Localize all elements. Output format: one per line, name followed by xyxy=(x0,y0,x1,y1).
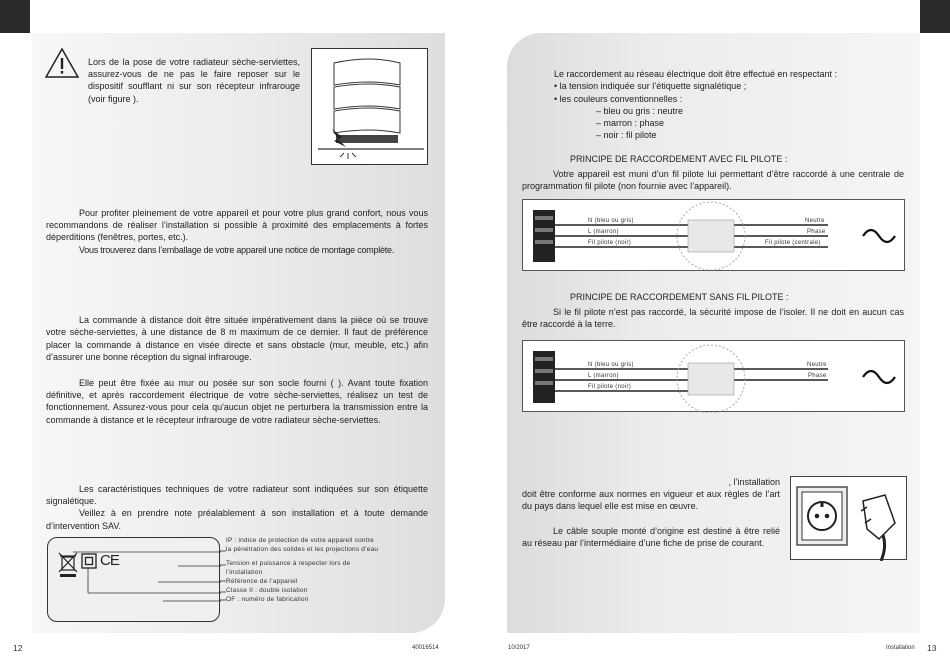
wire-label-phase-2: Phase xyxy=(808,373,827,379)
install-block xyxy=(522,476,780,549)
sub-bullet-phase: – marron : phase xyxy=(596,118,665,129)
install-text: doit être conforme aux normes en vigueur et aux règles de l’art du pays dans lequel elle est mise en œuvre. xyxy=(522,489,780,512)
page-number-left: 12 xyxy=(13,643,23,653)
wire-label-pilot-centrale: Fil pilote (centrale) xyxy=(765,240,821,246)
legend-class: Classe II : double isolation xyxy=(226,587,308,594)
legend-reference: Référence de l’appareil xyxy=(226,578,298,585)
legend-ip-cont: la pénétration des solides et les projections d’eau xyxy=(226,546,379,553)
wire-label-n: N (bleu ou gris) xyxy=(588,218,634,224)
wire-label-n-2: N (bleu ou gris) xyxy=(588,362,634,368)
wire-label-phase: Phase xyxy=(807,229,826,235)
bullet-voltage: • la tension indiquée sur l’étiquette signalétique ; xyxy=(554,81,747,92)
legend-voltage-cont: l’installation xyxy=(226,569,263,576)
radiator-illustration xyxy=(312,49,429,166)
remote-paragraph: La commande à distance doit être située impérativement dans la pièce où se trouve votre sèche-serviettes, à une distance de 8 m maximum de ce dernier. Il faut de préférence placer la commande à distance en visée directe et sans obstacle (mur, meuble, etc.) afin d’assurer une bonne réception du signal infrarouge. xyxy=(46,315,428,363)
radiator-figure xyxy=(311,48,428,165)
wiring-diagram-2-drawing xyxy=(523,341,906,413)
ce-mark: CE xyxy=(100,552,119,569)
label-legend xyxy=(226,536,426,604)
heading-without-pilot: PRINCIPE DE RACCORDEMENT SANS FIL PILOTE : xyxy=(570,292,789,302)
wire-label-l-2: L (marron) xyxy=(588,373,619,379)
intro-block xyxy=(554,68,894,142)
corner-tab-right xyxy=(920,0,950,33)
placement-paragraph: Pour profiter pleinement de votre appareil et pour votre plus grand confort, nous vous recommandons de réaliser l’installation si possible à proximité des emplacements à fortes déperditions (fenêtres, portes, etc.). xyxy=(46,208,428,243)
legend-ip: IP : indice de protection de votre appareil contre xyxy=(226,537,374,544)
placement-note: Vous trouverez dans l’emballage de votre appareil une notice de montage complète. xyxy=(79,244,394,255)
wire-label-neutre-2: Neutre xyxy=(807,362,827,368)
heading-with-pilot: PRINCIPE DE RACCORDEMENT AVEC FIL PILOTE : xyxy=(570,154,788,164)
wiring-diagram-1-drawing xyxy=(523,200,906,272)
wiring-diagram-without-pilot xyxy=(522,340,905,412)
page-number-right: 13 xyxy=(927,643,937,653)
intro-text: Le raccordement au réseau électrique doit être effectué en respectant : xyxy=(554,69,838,79)
wiring-diagram-with-pilot xyxy=(522,199,905,271)
sub-bullet-pilot: – noir : fil pilote xyxy=(596,130,657,141)
rating-label xyxy=(47,537,220,622)
wire-label-pilot-2: Fil pilote (noir) xyxy=(588,384,632,390)
cable-text: Le câble souple monté d’origine est destiné à être relié au réseau par l’intermédiaire d’une fiche de prise de courant. xyxy=(522,525,780,548)
specs-note: Veillez à en prendre note préalablement à son installation et à toute demande d’intervention SAV. xyxy=(46,508,428,531)
warning-icon xyxy=(45,48,79,78)
remote-mounting-paragraph: Elle peut être fixée au mur ou posée sur son socle fourni ( ). Avant toute fixation définitive, et après raccordement électrique de votre sèche-serviettes, réalisez un test de fonctionnement. Assurez-vous pour cela qu'aucun objet ne perturbera la transmission entre la commande à distance et le récepteur infrarouge de votre radiateur sèche-serviettes. xyxy=(46,377,428,425)
bullet-colors: • les couleurs conventionnelles : xyxy=(554,93,683,104)
section-name: Installation xyxy=(886,645,915,651)
specs-paragraph: Les caractéristiques techniques de votre radiateur sont indiquées sur son étiquette signalétique. xyxy=(46,484,428,507)
legend-of: OF : numéro de fabrication xyxy=(226,596,309,603)
warning-text: Lors de la pose de votre radiateur sèche-serviettes, assurez-vous de ne pas le faire reposer sur le dispositif soufflant ni sur son récepteur infrarouge (voir figure ). xyxy=(88,57,300,104)
wire-label-neutre: Neutre xyxy=(805,218,825,224)
pilot-text: Votre appareil est muni d’un fil pilote lui permettant d’être raccordé à une centrale de programmation fil pilote (non fournie avec l’appareil). xyxy=(522,169,904,192)
doc-code: 40016514 xyxy=(412,645,439,651)
corner-tab-left xyxy=(0,0,30,33)
no-pilot-text: Si le fil pilote n’est pas raccordé, la sécurité impose de l’isoler. Il ne doit en aucun cas être raccordé à la terre. xyxy=(522,307,904,330)
wire-label-pilot: Fil pilote (noir) xyxy=(588,240,632,246)
sub-bullet-neutral: – bleu ou gris : neutre xyxy=(596,105,684,116)
legend-voltage: Tension et puissance à respecter lors de xyxy=(226,560,351,567)
doc-date: 10/2017 xyxy=(508,645,530,651)
install-text-start: , l’installation xyxy=(728,477,780,487)
wire-label-l: L (marron) xyxy=(588,229,619,235)
socket-plug-illustration xyxy=(791,477,908,561)
label-leader-lines xyxy=(48,538,221,623)
socket-figure xyxy=(790,476,907,560)
